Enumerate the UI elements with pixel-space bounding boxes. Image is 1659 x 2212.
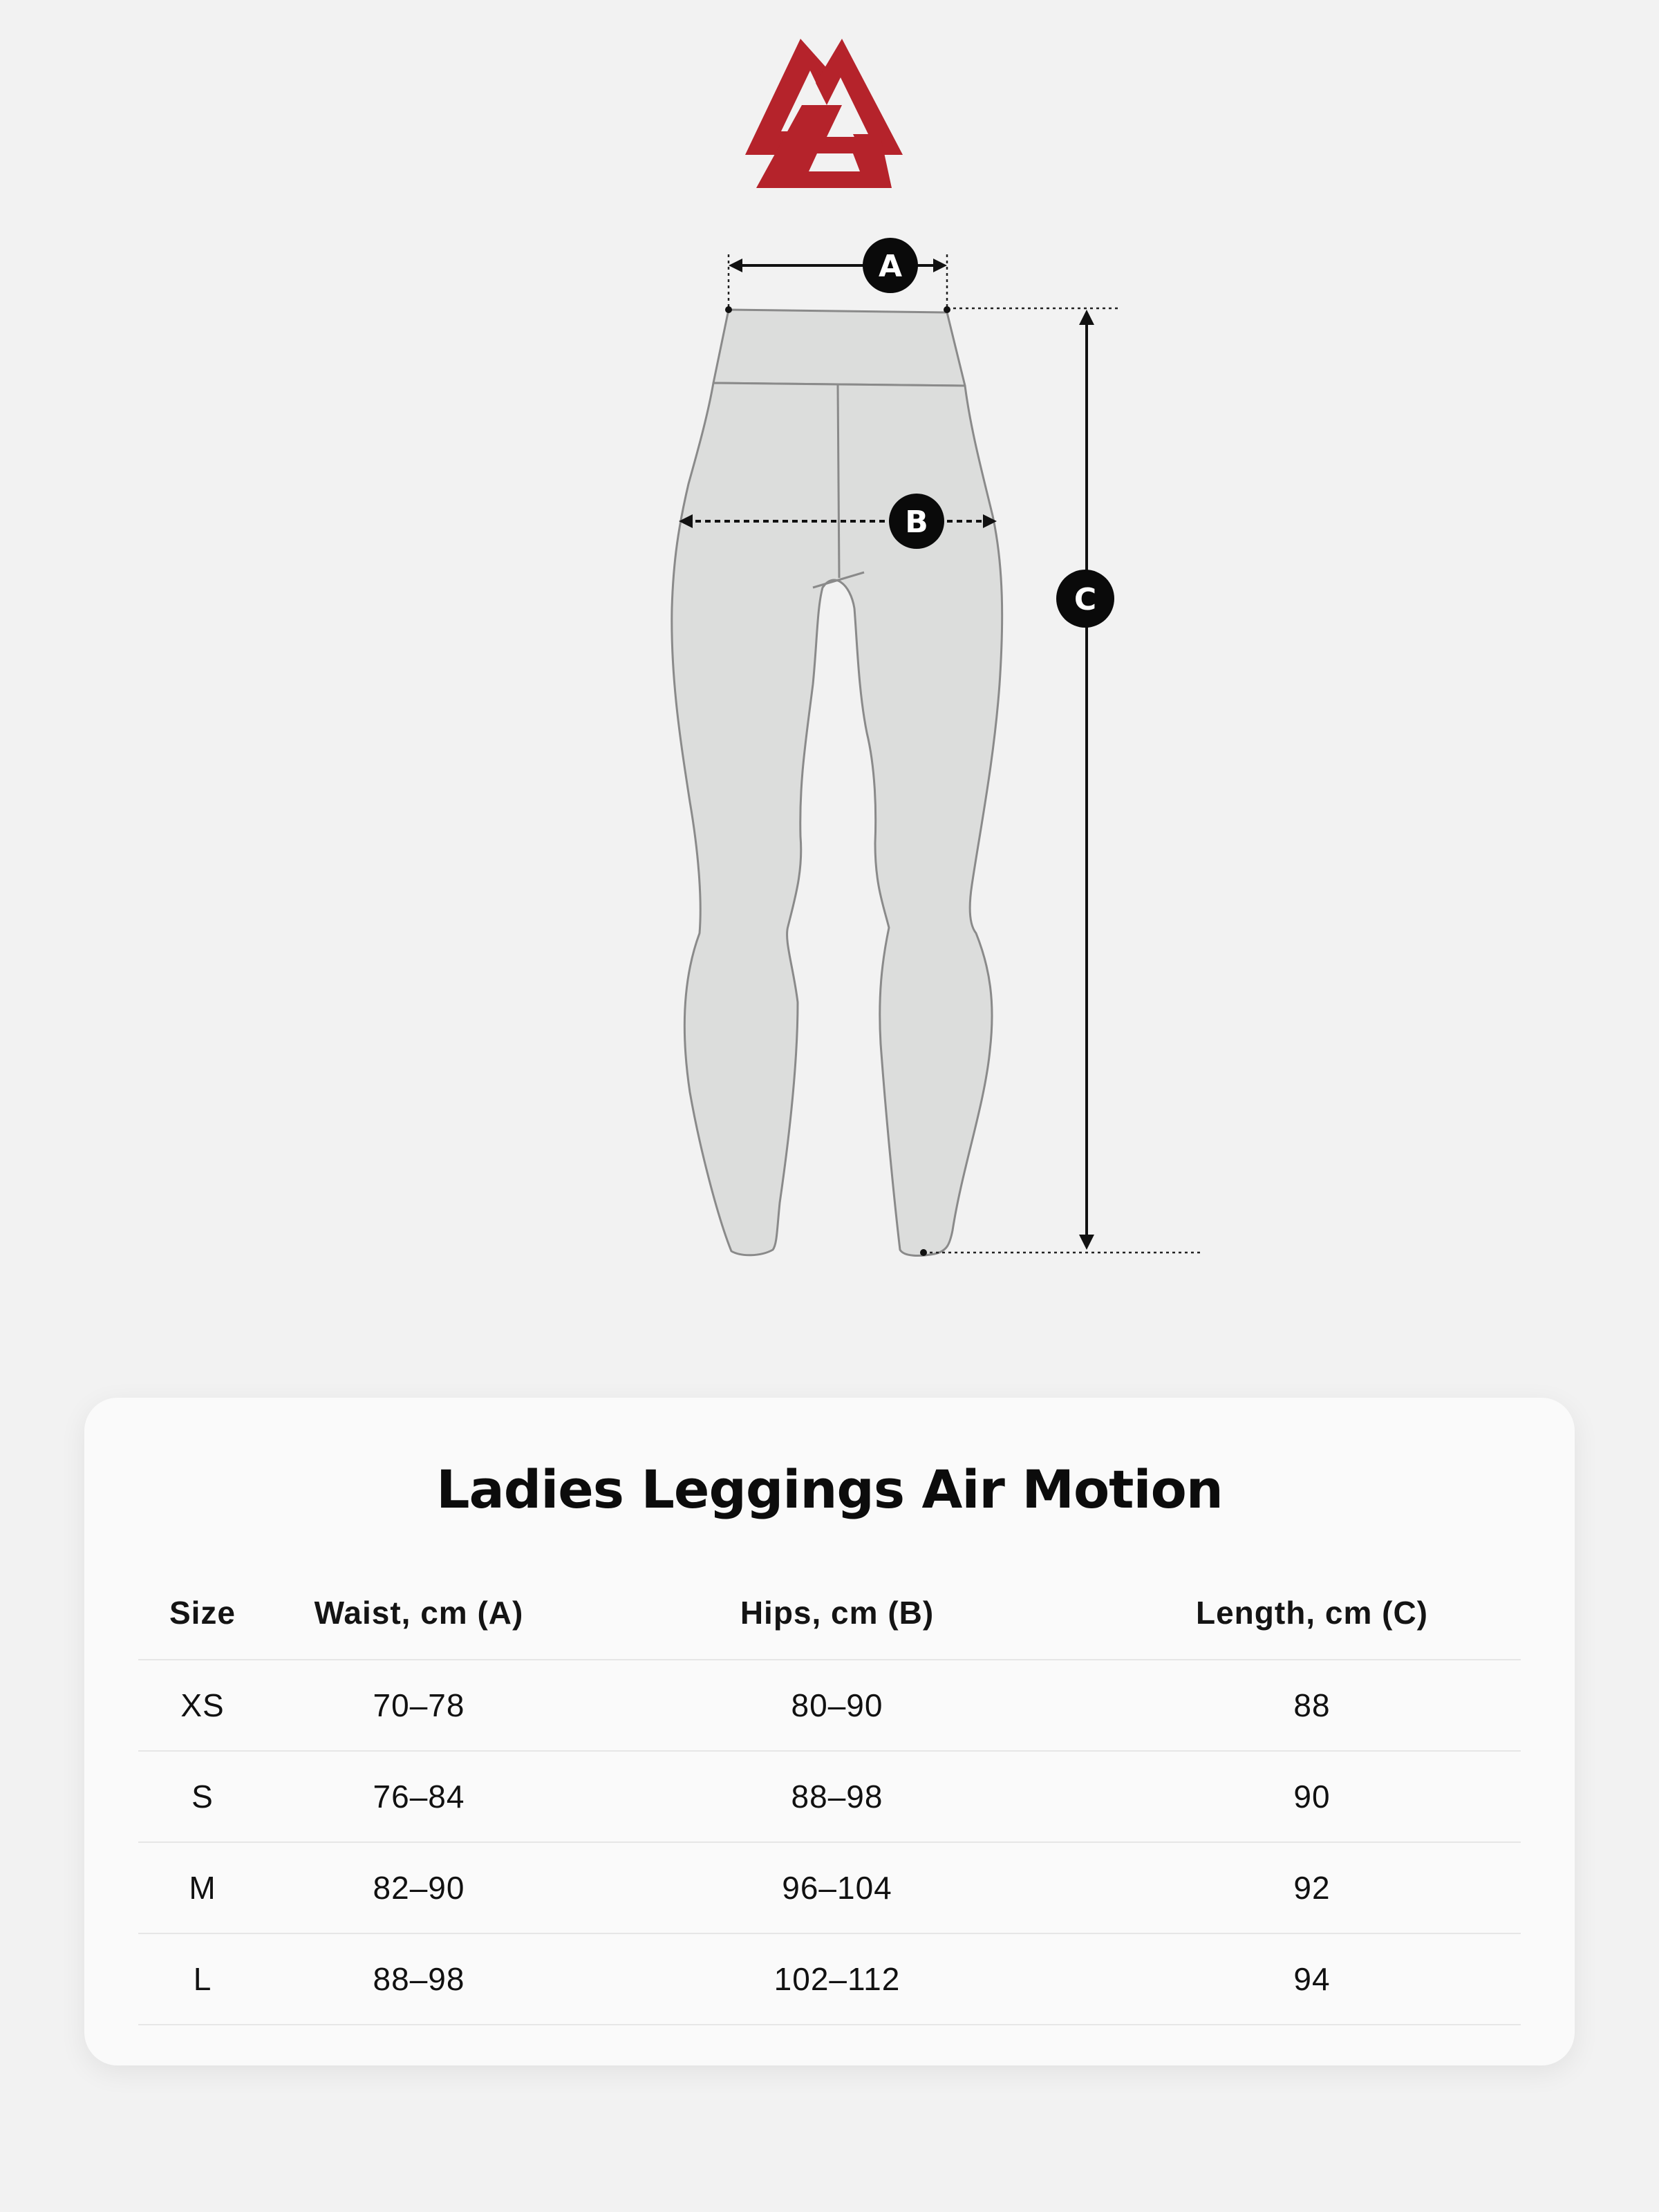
cell-length: 88: [1103, 1660, 1521, 1751]
cell-hips: 80–90: [571, 1660, 1103, 1751]
cell-hips: 88–98: [571, 1751, 1103, 1842]
cell-hips: 96–104: [571, 1842, 1103, 1933]
marker-b: [889, 494, 944, 549]
header-hips: Hips, cm (B): [571, 1566, 1103, 1660]
header-waist: Waist, cm (A): [267, 1566, 571, 1660]
product-title: Ladies Leggings Air Motion: [436, 1459, 1223, 1520]
svg-text:B: B: [905, 505, 928, 540]
cell-waist: 76–84: [267, 1751, 571, 1842]
size-table: [138, 1566, 1521, 2025]
leggings-outline: [672, 310, 1002, 1255]
marker-a: [863, 238, 918, 293]
table-header-row: [138, 1566, 1521, 1660]
cell-size: XS: [138, 1660, 267, 1751]
cell-size: M: [138, 1842, 267, 1933]
table-row: [138, 1933, 1521, 2025]
center-seam: [838, 384, 839, 578]
cell-hips: 102–112: [571, 1933, 1103, 2025]
cell-size: L: [138, 1933, 267, 2025]
marker-c: [1056, 570, 1114, 628]
cell-size: S: [138, 1751, 267, 1842]
cell-length: 90: [1103, 1751, 1521, 1842]
table-row: [138, 1751, 1521, 1842]
svg-text:C: C: [1074, 582, 1097, 617]
table-row: [138, 1660, 1521, 1751]
waistband: [713, 310, 965, 386]
cell-waist: 82–90: [267, 1842, 571, 1933]
cell-length: 92: [1103, 1842, 1521, 1933]
header-length: Length, cm (C): [1103, 1566, 1521, 1660]
table-row: [138, 1842, 1521, 1933]
header-size: Size: [138, 1566, 267, 1660]
cell-length: 94: [1103, 1933, 1521, 2025]
cell-waist: 88–98: [267, 1933, 571, 2025]
size-chart-card: [84, 1398, 1575, 2065]
svg-text:A: A: [878, 249, 903, 284]
cell-waist: 70–78: [267, 1660, 571, 1751]
leggings-body: [672, 383, 1002, 1255]
